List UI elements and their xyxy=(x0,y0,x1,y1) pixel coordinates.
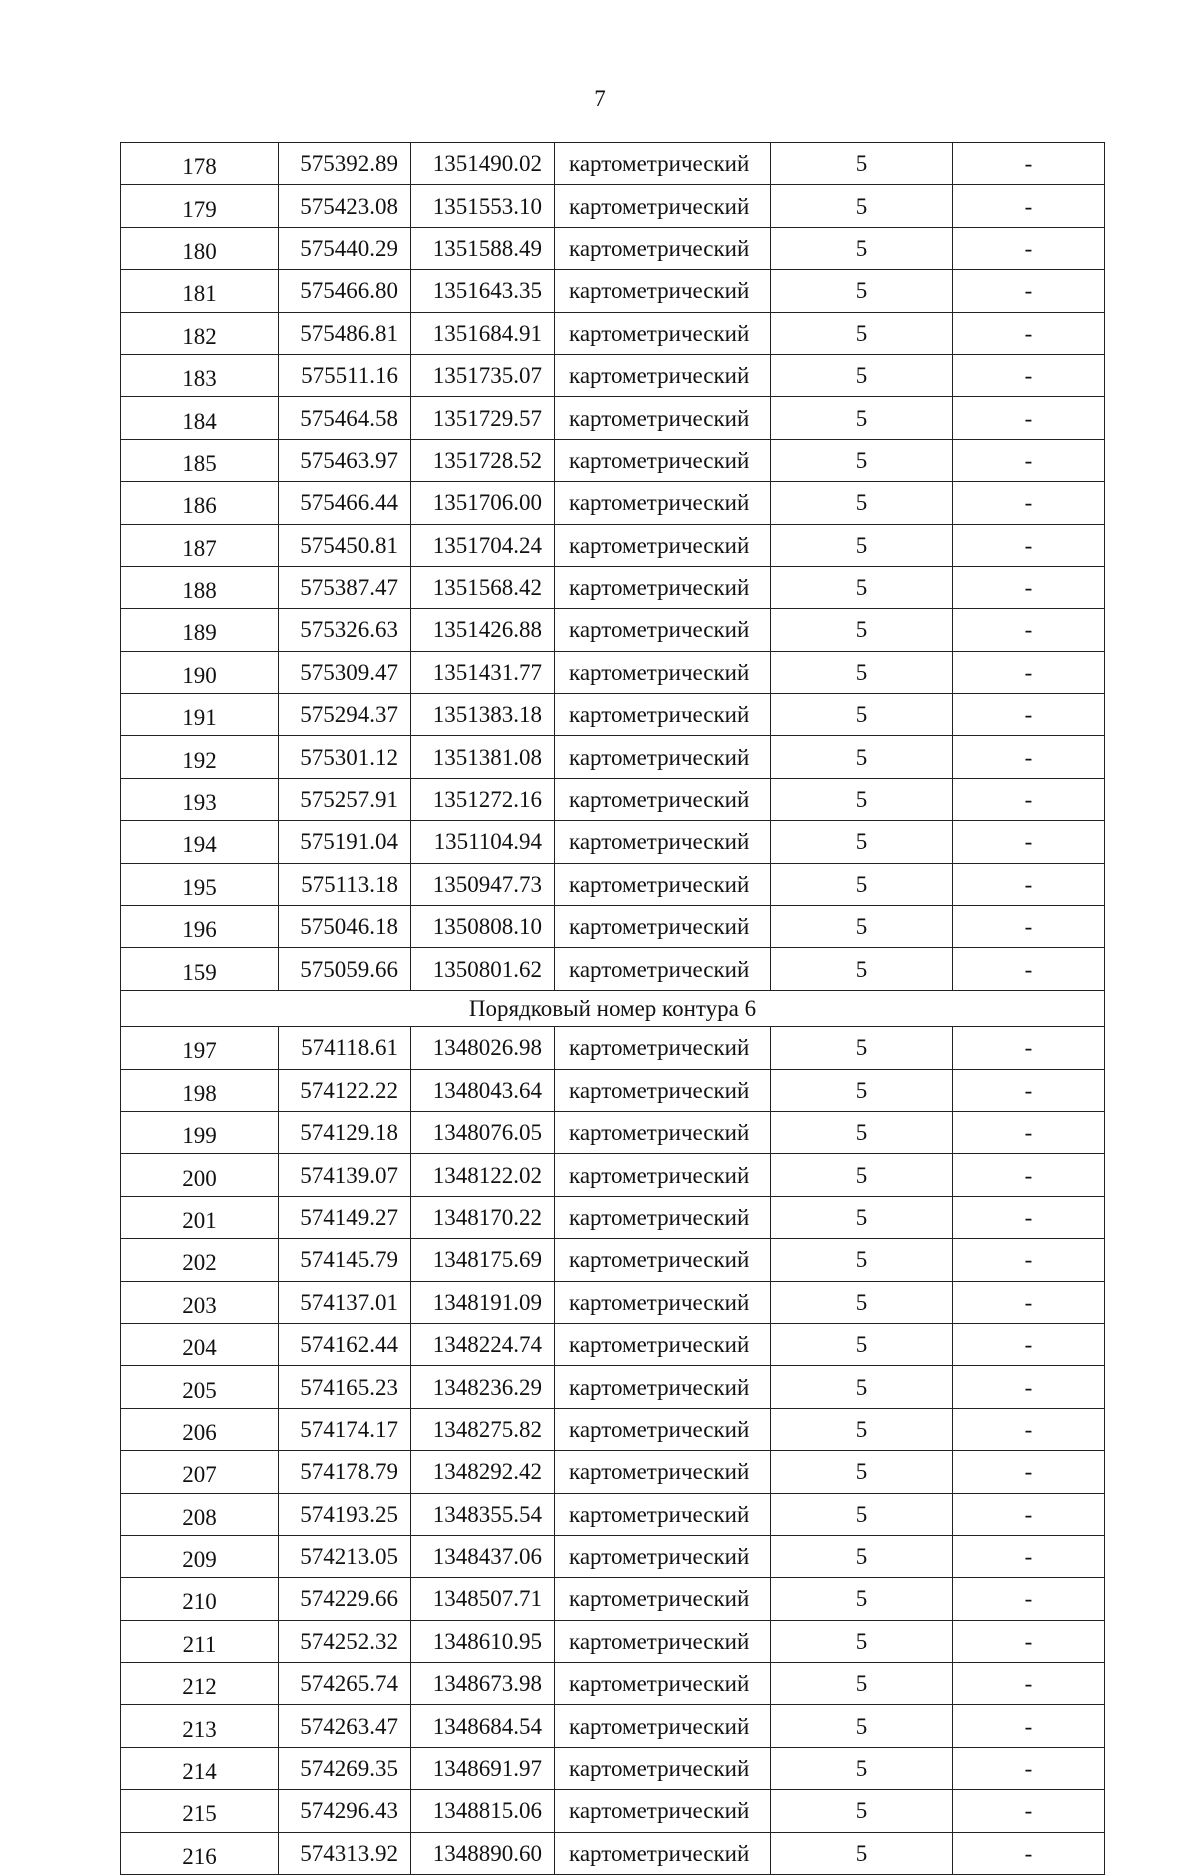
method-cell: картометрический xyxy=(555,566,771,608)
contour-6-rows xyxy=(121,1027,1105,1875)
x-coordinate-cell: 574178.79 xyxy=(279,1451,411,1493)
point-number-cell: 183 xyxy=(121,354,279,396)
y-coordinate-cell: 1351729.57 xyxy=(411,397,555,439)
accuracy-cell: 5 xyxy=(771,524,953,566)
method-cell: картометрический xyxy=(555,863,771,905)
point-number-cell: 196 xyxy=(121,906,279,948)
y-coordinate-cell: 1348026.98 xyxy=(411,1027,555,1069)
accuracy-cell: 5 xyxy=(771,354,953,396)
y-coordinate-cell: 1348236.29 xyxy=(411,1366,555,1408)
point-number-cell: 203 xyxy=(121,1281,279,1323)
method-cell: картометрический xyxy=(555,1239,771,1281)
description-cell: - xyxy=(953,1323,1105,1365)
point-number-cell: 212 xyxy=(121,1663,279,1705)
accuracy-cell: 5 xyxy=(771,821,953,863)
point-number-cell: 198 xyxy=(121,1069,279,1111)
description-cell: - xyxy=(953,397,1105,439)
point-number-cell: 181 xyxy=(121,270,279,312)
x-coordinate-cell: 574165.23 xyxy=(279,1366,411,1408)
table-row xyxy=(121,1705,1105,1747)
description-cell: - xyxy=(953,906,1105,948)
table-row xyxy=(121,694,1105,736)
accuracy-cell: 5 xyxy=(771,397,953,439)
x-coordinate-cell: 575392.89 xyxy=(279,143,411,185)
accuracy-cell: 5 xyxy=(771,948,953,990)
method-cell: картометрический xyxy=(555,651,771,693)
y-coordinate-cell: 1350947.73 xyxy=(411,863,555,905)
point-number-cell: 192 xyxy=(121,736,279,778)
y-coordinate-cell: 1351568.42 xyxy=(411,566,555,608)
y-coordinate-cell: 1351381.08 xyxy=(411,736,555,778)
point-number-cell: 194 xyxy=(121,821,279,863)
accuracy-cell: 5 xyxy=(771,1747,953,1789)
description-cell: - xyxy=(953,651,1105,693)
method-cell: картометрический xyxy=(555,1790,771,1832)
x-coordinate-cell: 575326.63 xyxy=(279,609,411,651)
x-coordinate-cell: 574162.44 xyxy=(279,1323,411,1365)
method-cell: картометрический xyxy=(555,312,771,354)
method-cell: картометрический xyxy=(555,1493,771,1535)
x-coordinate-cell: 575309.47 xyxy=(279,651,411,693)
x-coordinate-cell: 575257.91 xyxy=(279,778,411,820)
y-coordinate-cell: 1348684.54 xyxy=(411,1705,555,1747)
description-cell: - xyxy=(953,566,1105,608)
x-coordinate-cell: 575463.97 xyxy=(279,439,411,481)
y-coordinate-cell: 1351553.10 xyxy=(411,185,555,227)
y-coordinate-cell: 1351490.02 xyxy=(411,143,555,185)
description-cell: - xyxy=(953,948,1105,990)
table-row xyxy=(121,1196,1105,1238)
accuracy-cell: 5 xyxy=(771,1408,953,1450)
point-number-cell: 191 xyxy=(121,694,279,736)
method-cell: картометрический xyxy=(555,948,771,990)
table-row xyxy=(121,1493,1105,1535)
y-coordinate-cell: 1351272.16 xyxy=(411,778,555,820)
x-coordinate-cell: 575511.16 xyxy=(279,354,411,396)
point-number-cell: 185 xyxy=(121,439,279,481)
accuracy-cell: 5 xyxy=(771,1154,953,1196)
x-coordinate-cell: 574129.18 xyxy=(279,1111,411,1153)
x-coordinate-cell: 574269.35 xyxy=(279,1747,411,1789)
x-coordinate-cell: 574265.74 xyxy=(279,1663,411,1705)
method-cell: картометрический xyxy=(555,1281,771,1323)
description-cell: - xyxy=(953,863,1105,905)
method-cell: картометрический xyxy=(555,736,771,778)
description-cell: - xyxy=(953,1111,1105,1153)
accuracy-cell: 5 xyxy=(771,566,953,608)
accuracy-cell: 5 xyxy=(771,1196,953,1238)
method-cell: картометрический xyxy=(555,609,771,651)
point-number-cell: 193 xyxy=(121,778,279,820)
table-row xyxy=(121,1747,1105,1789)
table-row xyxy=(121,524,1105,566)
accuracy-cell: 5 xyxy=(771,1027,953,1069)
description-cell: - xyxy=(953,1408,1105,1450)
table-row xyxy=(121,397,1105,439)
method-cell: картометрический xyxy=(555,1408,771,1450)
point-number-cell: 204 xyxy=(121,1323,279,1365)
x-coordinate-cell: 575191.04 xyxy=(279,821,411,863)
point-number-cell: 215 xyxy=(121,1790,279,1832)
y-coordinate-cell: 1348076.05 xyxy=(411,1111,555,1153)
description-cell: - xyxy=(953,354,1105,396)
table-row xyxy=(121,227,1105,269)
method-cell: картометрический xyxy=(555,524,771,566)
accuracy-cell: 5 xyxy=(771,439,953,481)
table-row xyxy=(121,1281,1105,1323)
y-coordinate-cell: 1351104.94 xyxy=(411,821,555,863)
description-cell: - xyxy=(953,1366,1105,1408)
x-coordinate-cell: 575301.12 xyxy=(279,736,411,778)
description-cell: - xyxy=(953,1493,1105,1535)
x-coordinate-cell: 574193.25 xyxy=(279,1493,411,1535)
x-coordinate-cell: 574263.47 xyxy=(279,1705,411,1747)
accuracy-cell: 5 xyxy=(771,227,953,269)
method-cell: картометрический xyxy=(555,1705,771,1747)
y-coordinate-cell: 1351735.07 xyxy=(411,354,555,396)
method-cell: картометрический xyxy=(555,1747,771,1789)
accuracy-cell: 5 xyxy=(771,736,953,778)
y-coordinate-cell: 1348292.42 xyxy=(411,1451,555,1493)
x-coordinate-cell: 574296.43 xyxy=(279,1790,411,1832)
x-coordinate-cell: 574118.61 xyxy=(279,1027,411,1069)
x-coordinate-cell: 575423.08 xyxy=(279,185,411,227)
table-row xyxy=(121,906,1105,948)
y-coordinate-cell: 1351588.49 xyxy=(411,227,555,269)
point-number-cell: 199 xyxy=(121,1111,279,1153)
x-coordinate-cell: 574174.17 xyxy=(279,1408,411,1450)
x-coordinate-cell: 574145.79 xyxy=(279,1239,411,1281)
point-number-cell: 159 xyxy=(121,948,279,990)
table-row xyxy=(121,1535,1105,1577)
description-cell: - xyxy=(953,1578,1105,1620)
table-row xyxy=(121,270,1105,312)
y-coordinate-cell: 1351704.24 xyxy=(411,524,555,566)
point-number-cell: 202 xyxy=(121,1239,279,1281)
x-coordinate-cell: 575440.29 xyxy=(279,227,411,269)
table-row xyxy=(121,1239,1105,1281)
description-cell: - xyxy=(953,1196,1105,1238)
point-number-cell: 205 xyxy=(121,1366,279,1408)
method-cell: картометрический xyxy=(555,1620,771,1662)
description-cell: - xyxy=(953,736,1105,778)
accuracy-cell: 5 xyxy=(771,778,953,820)
table-row xyxy=(121,1366,1105,1408)
accuracy-cell: 5 xyxy=(771,185,953,227)
accuracy-cell: 5 xyxy=(771,609,953,651)
table-row xyxy=(121,821,1105,863)
accuracy-cell: 5 xyxy=(771,312,953,354)
point-number-cell: 214 xyxy=(121,1747,279,1789)
point-number-cell: 182 xyxy=(121,312,279,354)
x-coordinate-cell: 574137.01 xyxy=(279,1281,411,1323)
x-coordinate-cell: 575450.81 xyxy=(279,524,411,566)
table-row xyxy=(121,1663,1105,1705)
x-coordinate-cell: 575486.81 xyxy=(279,312,411,354)
description-cell: - xyxy=(953,524,1105,566)
point-number-cell: 209 xyxy=(121,1535,279,1577)
accuracy-cell: 5 xyxy=(771,1366,953,1408)
y-coordinate-cell: 1350801.62 xyxy=(411,948,555,990)
table-row xyxy=(121,1154,1105,1196)
y-coordinate-cell: 1351684.91 xyxy=(411,312,555,354)
y-coordinate-cell: 1350808.10 xyxy=(411,906,555,948)
x-coordinate-cell: 575387.47 xyxy=(279,566,411,608)
description-cell: - xyxy=(953,1790,1105,1832)
table-row xyxy=(121,1578,1105,1620)
point-number-cell: 208 xyxy=(121,1493,279,1535)
page-number: 7 xyxy=(594,86,606,111)
table-row xyxy=(121,439,1105,481)
description-cell: - xyxy=(953,1663,1105,1705)
method-cell: картометрический xyxy=(555,1578,771,1620)
accuracy-cell: 5 xyxy=(771,143,953,185)
y-coordinate-cell: 1348673.98 xyxy=(411,1663,555,1705)
point-number-cell: 206 xyxy=(121,1408,279,1450)
accuracy-cell: 5 xyxy=(771,651,953,693)
method-cell: картометрический xyxy=(555,1451,771,1493)
point-number-cell: 210 xyxy=(121,1578,279,1620)
x-coordinate-cell: 575046.18 xyxy=(279,906,411,948)
x-coordinate-cell: 575466.80 xyxy=(279,270,411,312)
point-number-cell: 178 xyxy=(121,143,279,185)
contour-5-rows xyxy=(121,143,1105,991)
method-cell: картометрический xyxy=(555,1069,771,1111)
y-coordinate-cell: 1348437.06 xyxy=(411,1535,555,1577)
point-number-cell: 213 xyxy=(121,1705,279,1747)
description-cell: - xyxy=(953,1451,1105,1493)
point-number-cell: 186 xyxy=(121,482,279,524)
y-coordinate-cell: 1351728.52 xyxy=(411,439,555,481)
point-number-cell: 201 xyxy=(121,1196,279,1238)
table-row xyxy=(121,1451,1105,1493)
description-cell: - xyxy=(953,1832,1105,1874)
accuracy-cell: 5 xyxy=(771,694,953,736)
accuracy-cell: 5 xyxy=(771,1111,953,1153)
description-cell: - xyxy=(953,1069,1105,1111)
x-coordinate-cell: 575466.44 xyxy=(279,482,411,524)
method-cell: картометрический xyxy=(555,1323,771,1365)
x-coordinate-cell: 575113.18 xyxy=(279,863,411,905)
point-number-cell: 216 xyxy=(121,1832,279,1874)
point-number-cell: 180 xyxy=(121,227,279,269)
accuracy-cell: 5 xyxy=(771,906,953,948)
method-cell: картометрический xyxy=(555,397,771,439)
description-cell: - xyxy=(953,312,1105,354)
y-coordinate-cell: 1348815.06 xyxy=(411,1790,555,1832)
table-row xyxy=(121,143,1105,185)
table-row xyxy=(121,863,1105,905)
accuracy-cell: 5 xyxy=(771,1069,953,1111)
y-coordinate-cell: 1348275.82 xyxy=(411,1408,555,1450)
table-row xyxy=(121,354,1105,396)
x-coordinate-cell: 574149.27 xyxy=(279,1196,411,1238)
y-coordinate-cell: 1351643.35 xyxy=(411,270,555,312)
y-coordinate-cell: 1348122.02 xyxy=(411,1154,555,1196)
accuracy-cell: 5 xyxy=(771,1663,953,1705)
y-coordinate-cell: 1348170.22 xyxy=(411,1196,555,1238)
method-cell: картометрический xyxy=(555,1154,771,1196)
x-coordinate-cell: 575464.58 xyxy=(279,397,411,439)
x-coordinate-cell: 575059.66 xyxy=(279,948,411,990)
accuracy-cell: 5 xyxy=(771,1620,953,1662)
y-coordinate-cell: 1348507.71 xyxy=(411,1578,555,1620)
point-number-cell: 207 xyxy=(121,1451,279,1493)
description-cell: - xyxy=(953,185,1105,227)
accuracy-cell: 5 xyxy=(771,1705,953,1747)
table-row xyxy=(121,1620,1105,1662)
method-cell: картометрический xyxy=(555,1832,771,1874)
description-cell: - xyxy=(953,1154,1105,1196)
y-coordinate-cell: 1351426.88 xyxy=(411,609,555,651)
method-cell: картометрический xyxy=(555,1027,771,1069)
description-cell: - xyxy=(953,1027,1105,1069)
x-coordinate-cell: 574313.92 xyxy=(279,1832,411,1874)
method-cell: картометрический xyxy=(555,1663,771,1705)
accuracy-cell: 5 xyxy=(771,1790,953,1832)
y-coordinate-cell: 1348691.97 xyxy=(411,1747,555,1789)
section-title: Порядковый номер контура 6 xyxy=(121,990,1105,1026)
point-number-cell: 195 xyxy=(121,863,279,905)
description-cell: - xyxy=(953,1239,1105,1281)
y-coordinate-cell: 1351706.00 xyxy=(411,482,555,524)
description-cell: - xyxy=(953,143,1105,185)
method-cell: картометрический xyxy=(555,778,771,820)
table-row xyxy=(121,1027,1105,1069)
description-cell: - xyxy=(953,1535,1105,1577)
description-cell: - xyxy=(953,1705,1105,1747)
description-cell: - xyxy=(953,821,1105,863)
point-number-cell: 179 xyxy=(121,185,279,227)
point-number-cell: 189 xyxy=(121,609,279,651)
method-cell: картометрический xyxy=(555,185,771,227)
method-cell: картометрический xyxy=(555,821,771,863)
y-coordinate-cell: 1348224.74 xyxy=(411,1323,555,1365)
point-number-cell: 184 xyxy=(121,397,279,439)
table-row xyxy=(121,566,1105,608)
accuracy-cell: 5 xyxy=(771,1832,953,1874)
description-cell: - xyxy=(953,439,1105,481)
table-row xyxy=(121,736,1105,778)
table-row xyxy=(121,609,1105,651)
coordinates-table xyxy=(120,142,1105,1875)
section-header-group xyxy=(121,990,1105,1026)
x-coordinate-cell: 574229.66 xyxy=(279,1578,411,1620)
description-cell: - xyxy=(953,482,1105,524)
method-cell: картометрический xyxy=(555,270,771,312)
method-cell: картометрический xyxy=(555,143,771,185)
description-cell: - xyxy=(953,609,1105,651)
method-cell: картометрический xyxy=(555,439,771,481)
accuracy-cell: 5 xyxy=(771,863,953,905)
y-coordinate-cell: 1348043.64 xyxy=(411,1069,555,1111)
method-cell: картометрический xyxy=(555,694,771,736)
x-coordinate-cell: 575294.37 xyxy=(279,694,411,736)
accuracy-cell: 5 xyxy=(771,1535,953,1577)
description-cell: - xyxy=(953,1281,1105,1323)
y-coordinate-cell: 1351383.18 xyxy=(411,694,555,736)
accuracy-cell: 5 xyxy=(771,1323,953,1365)
y-coordinate-cell: 1348191.09 xyxy=(411,1281,555,1323)
table-row xyxy=(121,651,1105,693)
table-row xyxy=(121,948,1105,990)
y-coordinate-cell: 1348175.69 xyxy=(411,1239,555,1281)
method-cell: картометрический xyxy=(555,354,771,396)
point-number-cell: 200 xyxy=(121,1154,279,1196)
description-cell: - xyxy=(953,778,1105,820)
y-coordinate-cell: 1348610.95 xyxy=(411,1620,555,1662)
accuracy-cell: 5 xyxy=(771,1493,953,1535)
accuracy-cell: 5 xyxy=(771,270,953,312)
accuracy-cell: 5 xyxy=(771,1239,953,1281)
method-cell: картометрический xyxy=(555,227,771,269)
method-cell: картометрический xyxy=(555,906,771,948)
table-row xyxy=(121,1408,1105,1450)
description-cell: - xyxy=(953,694,1105,736)
table-row xyxy=(121,1832,1105,1874)
accuracy-cell: 5 xyxy=(771,1451,953,1493)
point-number-cell: 197 xyxy=(121,1027,279,1069)
section-header-row xyxy=(121,990,1105,1026)
point-number-cell: 211 xyxy=(121,1620,279,1662)
y-coordinate-cell: 1351431.77 xyxy=(411,651,555,693)
method-cell: картометрический xyxy=(555,482,771,524)
table-row xyxy=(121,1111,1105,1153)
accuracy-cell: 5 xyxy=(771,1281,953,1323)
method-cell: картометрический xyxy=(555,1535,771,1577)
table-row xyxy=(121,312,1105,354)
x-coordinate-cell: 574213.05 xyxy=(279,1535,411,1577)
point-number-cell: 188 xyxy=(121,566,279,608)
y-coordinate-cell: 1348355.54 xyxy=(411,1493,555,1535)
table-row xyxy=(121,1069,1105,1111)
table-row xyxy=(121,778,1105,820)
accuracy-cell: 5 xyxy=(771,482,953,524)
accuracy-cell: 5 xyxy=(771,1578,953,1620)
method-cell: картометрический xyxy=(555,1366,771,1408)
table-row xyxy=(121,1790,1105,1832)
y-coordinate-cell: 1348890.60 xyxy=(411,1832,555,1874)
point-number-cell: 187 xyxy=(121,524,279,566)
description-cell: - xyxy=(953,227,1105,269)
description-cell: - xyxy=(953,270,1105,312)
table-row xyxy=(121,482,1105,524)
table-row xyxy=(121,185,1105,227)
x-coordinate-cell: 574139.07 xyxy=(279,1154,411,1196)
description-cell: - xyxy=(953,1620,1105,1662)
x-coordinate-cell: 574252.32 xyxy=(279,1620,411,1662)
description-cell: - xyxy=(953,1747,1105,1789)
point-number-cell: 190 xyxy=(121,651,279,693)
table-row xyxy=(121,1323,1105,1365)
x-coordinate-cell: 574122.22 xyxy=(279,1069,411,1111)
method-cell: картометрический xyxy=(555,1196,771,1238)
method-cell: картометрический xyxy=(555,1111,771,1153)
